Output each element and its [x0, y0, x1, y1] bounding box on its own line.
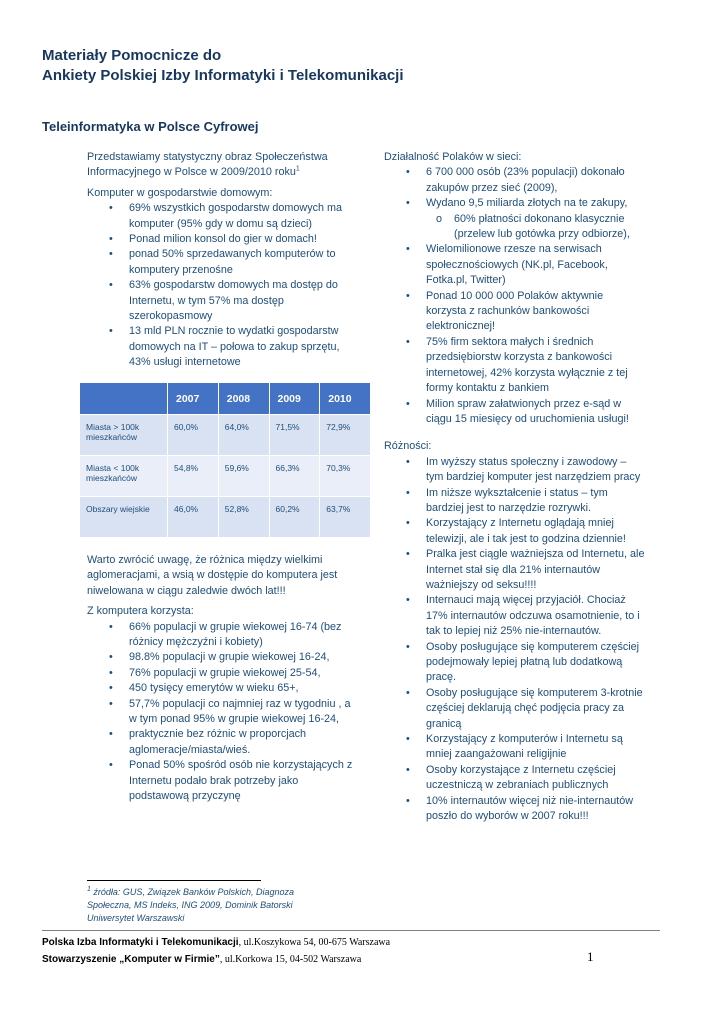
note-paragraph: Warto zwrócić uwagę, że różnica między wielkimi aglomeracjami, a wsią w dostępie do komputera jest niwelowana w ciągu zaledwie dwóch lat!!!	[87, 554, 338, 597]
list-item: • 13 mld PLN rocznie to wydatki gospodarstw domowych na IT – połowa to zakup sprzętu, 43% usługi internetowe	[129, 324, 355, 370]
list-item	[426, 196, 646, 242]
table-cell: 70,3%	[320, 456, 370, 496]
left-column-lower	[87, 553, 355, 805]
list-item: • Internauci mają więcej przyjaciół. Chociaż 17% internautów odczuwa osamotnienie, to i tak to lepiej niż 25% nie-internautów.	[426, 593, 646, 639]
list-item: • Ponad 50% spośród osób nie korzystających z Internetu podało brak potrzeby jako podstawową przyczynę	[129, 758, 355, 804]
computer-home-list	[87, 201, 355, 370]
footnote-number: 1	[87, 886, 91, 893]
list-item: • 57,7% populacji co najmniej raz w tygodniu , a w tym ponad 95% w grupie wiekowej 16-24,	[129, 697, 355, 728]
table-header-cell	[80, 383, 167, 414]
left-column	[87, 150, 355, 371]
table-row-label: Miasta > 100k mieszkańców	[80, 415, 167, 455]
list-item: • 75% firm sektora małych i średnich przedsiębiorstw korzysta z bankowości internetowej, 42% korzysta wyłącznie z tej formy kontaktu z bankiem	[426, 335, 646, 397]
section-title: Teleinformatyka w Polsce Cyfrowej	[42, 119, 259, 134]
table-header-cell: 2009	[270, 383, 320, 414]
list-item: • Wielomilionowe rzesze na serwisach społecznościowych (NK.pl, Facebook, Fotka.pl, Twitter)	[426, 242, 646, 288]
computer-home-heading: Komputer w gospodarstwie domowym:	[87, 186, 273, 199]
activity-list	[384, 165, 646, 427]
table-header-cell: 2008	[219, 383, 269, 414]
users-list	[87, 620, 355, 805]
table-header-cell: 2007	[168, 383, 218, 414]
list-item: • Osoby posługujące się komputerem 3-krotnie częściej deklarują chęć podjęcia pracy za granicą	[426, 686, 646, 732]
activity-sublist	[426, 212, 646, 243]
footer-address-1: , ul.Koszykowa 54, 00-675 Warszawa	[238, 937, 391, 948]
list-item: • 76% populacji w grupie wiekowej 25-54,	[129, 666, 355, 681]
list-item: • 98.8% populacji w grupie wiekowej 16-24,	[129, 650, 355, 665]
table-cell: 71,5%	[270, 415, 320, 455]
sublist-item: o 60% płatności dokonano klasycznie (przelew lub gotówka przy odbiorze),	[454, 212, 646, 243]
list-item: • Pralka jest ciągle ważniejsza od Internetu, ale Internet stał się dla 21% internautów ważniejszy od seksu!!!!	[426, 547, 646, 593]
footer-address-2: , ul.Korkowa 15, 04-502 Warszawa	[219, 954, 362, 965]
table-cell: 52,8%	[219, 497, 269, 537]
table-row-label: Obszary wiejskie	[80, 497, 167, 537]
footer-org-2: Stowarzyszenie „Komputer w Firmie”	[42, 954, 220, 965]
list-item: • 10% internautów więcej niż nie-internautów poszło do wyborów w 2007 roku!!!	[426, 794, 646, 825]
table-cell: 60,0%	[168, 415, 218, 455]
footer-line-2	[42, 951, 390, 968]
table-cell: 60,2%	[270, 497, 320, 537]
users-heading: Z komputera korzysta:	[87, 605, 194, 618]
footer-divider	[42, 930, 660, 931]
intro-text: Przedstawiamy statystyczny obraz Społeczeństwa Informacyjnego w Polsce w 2009/2010 roku	[87, 151, 328, 179]
table-row	[80, 415, 370, 455]
list-item: • Im wyższy status społeczny i zawodowy – tym bardziej komputer jest narzędziem pracy	[426, 455, 646, 486]
footnote-ref[interactable]: 1	[295, 165, 300, 173]
table-header-cell: 2010	[320, 383, 370, 414]
table-cell: 64,0%	[219, 415, 269, 455]
page-number: 1	[587, 949, 594, 964]
table-cell: 46,0%	[168, 497, 218, 537]
document-title	[42, 46, 404, 86]
footnote	[87, 886, 327, 925]
table-row-label: Miasta < 100k mieszkańców	[80, 456, 167, 496]
list-item: • 66% populacji w grupie wiekowej 16-74 (bez różnicy mężczyźni i kobiety)	[129, 620, 355, 651]
list-item: • 63% gospodarstw domowych ma dostęp do Internetu, w tym 57% ma dostęp szerokopasmowy	[129, 278, 355, 324]
list-item: • Osoby korzystające z Internetu częściej uczestniczą w zebraniach publicznych	[426, 763, 646, 794]
list-item: • Korzystający z Internetu oglądają mniej telewizji, ale i tak jest to godzina dziennie!	[426, 516, 646, 547]
footnote-text: źródła: GUS, Związek Banków Polskich, Diagnoza Społeczna, MS Indeks, ING 2009, Dominik Batorski Uniwersytet Warszawski	[87, 887, 295, 923]
list-item: • ponad 50% sprzedawanych komputerów to komputery przenośne	[129, 247, 355, 278]
activity-heading: Działalność Polaków w sieci:	[384, 151, 522, 163]
table-cell: 59,6%	[219, 456, 269, 496]
right-column	[384, 150, 646, 824]
footnote-separator	[87, 880, 261, 881]
intro-paragraph	[87, 150, 355, 181]
internet-access-table	[79, 382, 371, 538]
list-item: • Im niższe wykształcenie i status – tym bardziej jest to narzędzie rozrywki.	[426, 486, 646, 517]
list-item: • Ponad 10 000 000 Polaków aktywnie korzysta z rachunków bankowości elektronicznej!	[426, 289, 646, 335]
list-item: • Ponad milion konsol do gier w domach!	[129, 232, 355, 247]
table-cell: 63,7%	[320, 497, 370, 537]
list-item: • Milion spraw załatwionych przez e-sąd w ciągu 15 miesięcy od uruchomienia usługi!	[426, 397, 646, 428]
list-item: • 69% wszystkich gospodarstw domowych ma komputer (95% gdy w domu są dzieci)	[129, 201, 355, 232]
title-line-2: Ankiety Polskiej Izby Informatyki i Telekomunikacji	[42, 67, 404, 84]
diff-heading: Różności:	[384, 440, 432, 453]
list-item: • Osoby posługujące się komputerem częściej podejmowały lepiej płatną lub dodatkową pracę.	[426, 640, 646, 686]
list-item: • Korzystający z komputerów i Internetu są mniej zaangażowani religijnie	[426, 732, 646, 763]
table-row	[80, 456, 370, 496]
list-item: • praktycznie bez różnic w proporcjach aglomeracje/miasta/wieś.	[129, 727, 355, 758]
diff-list	[384, 455, 646, 825]
list-item: • 6 700 000 osób (23% populacji) dokonało zakupów przez sieć (2009),	[426, 165, 646, 196]
title-line-1: Materiały Pomocnicze do	[42, 47, 222, 64]
page-footer	[42, 934, 390, 968]
table-cell: 72,9%	[320, 415, 370, 455]
table-cell: 66,3%	[270, 456, 320, 496]
table-header-row	[80, 383, 370, 414]
table-cell: 54,8%	[168, 456, 218, 496]
footer-line-1	[42, 934, 390, 951]
list-item-text: Wydano 9,5 miliarda złotych na te zakupy,	[426, 197, 628, 210]
list-item: • 450 tysięcy emerytów w wieku 65+,	[129, 681, 355, 696]
footer-org-1: Polska Izba Informatyki i Telekomunikacji	[42, 937, 239, 948]
table-row	[80, 497, 370, 537]
